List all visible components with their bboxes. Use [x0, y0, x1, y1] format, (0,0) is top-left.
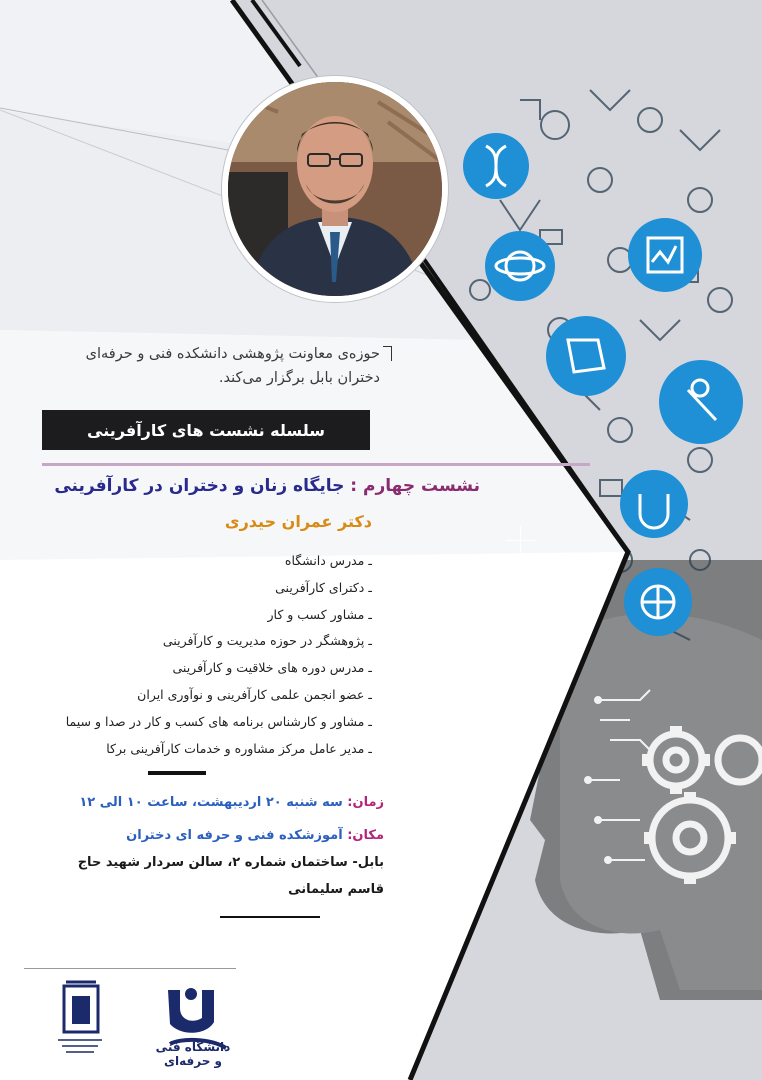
- speaker-name: دکتر عمران حیدری: [224, 512, 372, 531]
- place-value-1: آموزشکده فنی و حرفه ای دختران: [126, 828, 343, 843]
- place-value-3: قاسم سلیمانی: [288, 882, 384, 897]
- host-line-1: حوزه‌ی معاونت پژوهشی دانشکده فنی و حرفه‌ای: [85, 346, 380, 362]
- speaker-photo: [222, 76, 448, 302]
- bio-underline: [148, 771, 206, 775]
- event-time: [30, 795, 384, 810]
- divider-line: [42, 463, 590, 466]
- bio-item: ـ مشاور و کارشناس برنامه های کسب و کار در صدا و سیما: [65, 713, 372, 729]
- host-bracket: [383, 346, 392, 361]
- place-value-2: بابل- ساختمان شماره ۲، سالن سردار شهید حاج: [77, 855, 384, 870]
- footer-divider: [24, 968, 236, 969]
- bio-item: ـ مدیر عامل مرکز مشاوره و خدمات کارآفرینی برکا: [106, 740, 372, 756]
- place-underline: [220, 916, 320, 918]
- college-logo: [52, 980, 108, 1060]
- session-heading: [54, 476, 480, 496]
- session-prefix: نشست چهارم :: [344, 476, 480, 496]
- crosshair-v: [520, 526, 521, 556]
- speaker-bio-list: [30, 548, 372, 762]
- time-value: سه شنبه ۲۰ اردیبهشت، ساعت ۱۰ الی ۱۲: [79, 795, 343, 810]
- bio-item: ـ عضو انجمن علمی کارآفرینی و نوآوری ایران: [137, 686, 372, 702]
- university-logo: [150, 978, 236, 1068]
- university-logo-text: دانشگاه فنی و حرفه‌ای: [155, 1040, 231, 1068]
- event-place: [40, 822, 384, 903]
- bio-item: ـ مشاور کسب و کار: [267, 606, 372, 622]
- bio-item: ـ دکترای کارآفرینی: [275, 579, 372, 595]
- time-label: زمان:: [342, 795, 384, 810]
- blank-box: [24, 928, 236, 968]
- crosshair-h: [506, 540, 536, 541]
- bio-item: ـ مدرس دانشگاه: [284, 553, 372, 568]
- college-emblem: [52, 980, 108, 1060]
- bio-item: ـ پژوهشگر در حوزه مدیریت و کارآفرینی: [162, 633, 372, 649]
- place-label: مکان:: [342, 828, 384, 843]
- host-line-2: دختران بابل برگزار می‌کند.: [218, 370, 380, 386]
- bio-item: ـ مدرس دوره های خلاقیت و کارآفرینی: [172, 660, 372, 676]
- host-text: [70, 342, 380, 390]
- series-title-bar: سلسله نشست های کارآفرینی: [42, 410, 370, 450]
- speaker-portrait-image: [228, 82, 442, 296]
- session-title: جایگاه زنان و دختران در کارآفرینی: [54, 476, 345, 496]
